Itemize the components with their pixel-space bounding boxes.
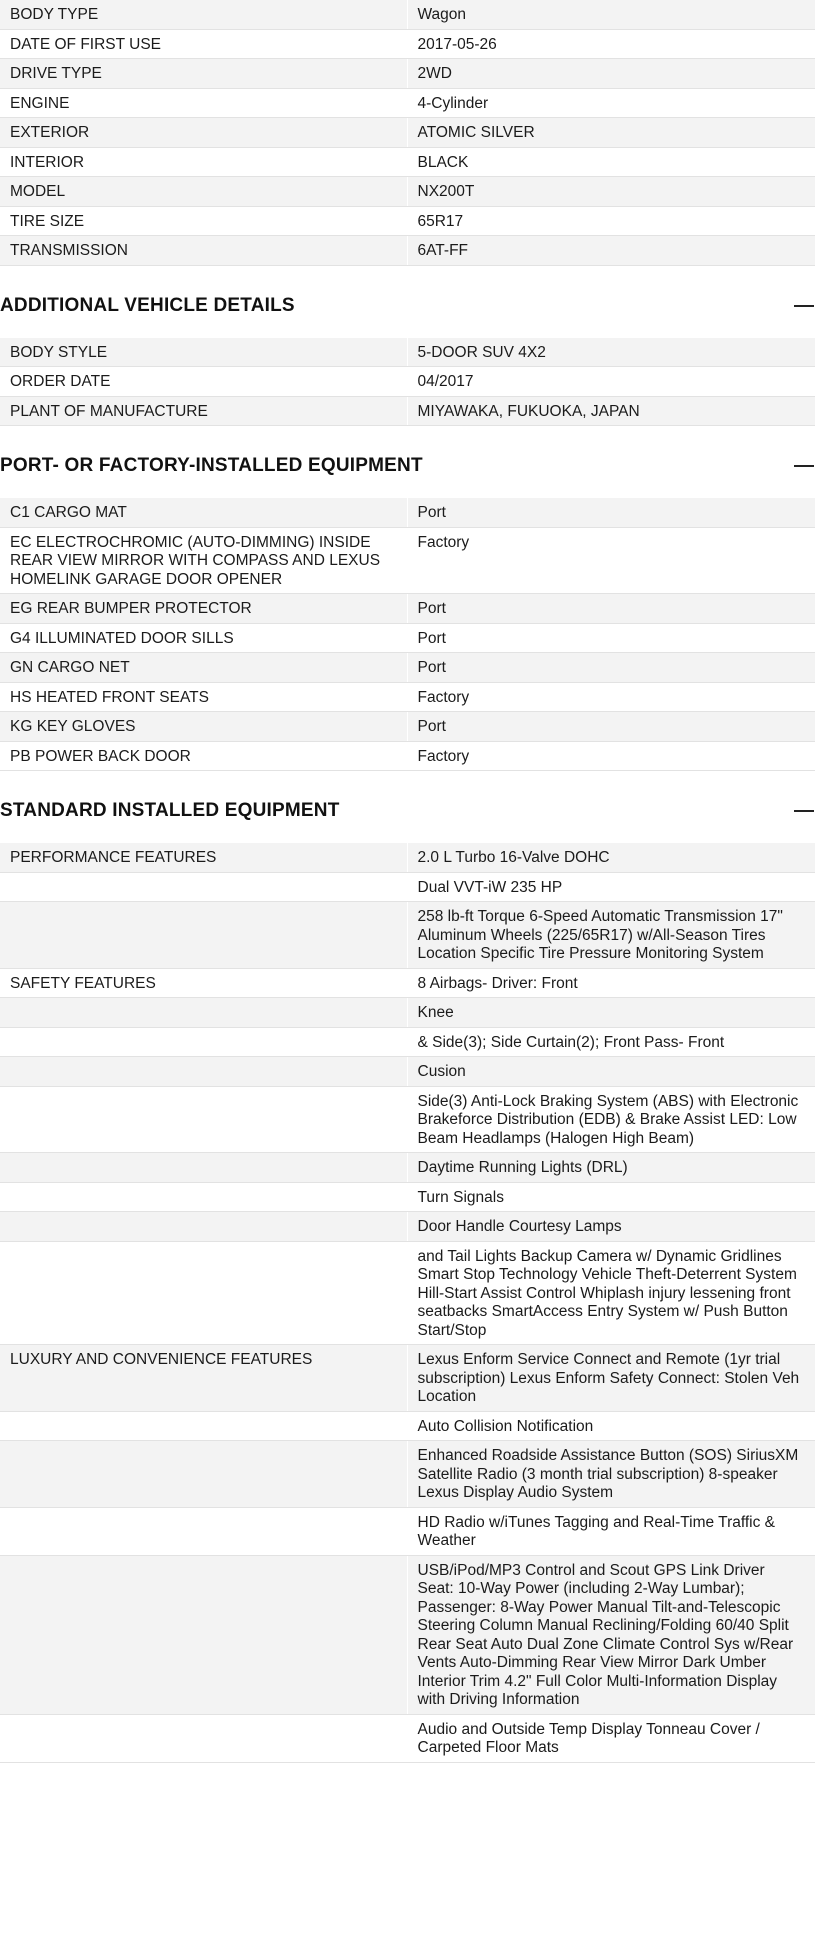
table-row xyxy=(0,968,815,998)
row-value: 2.0 L Turbo 16-Valve DOHC xyxy=(407,843,815,872)
row-label xyxy=(0,902,407,969)
row-value: Audio and Outside Temp Display Tonneau Cover / Carpeted Floor Mats xyxy=(407,1714,815,1762)
row-value: Port xyxy=(407,653,815,683)
row-value: USB/iPod/MP3 Control and Scout GPS Link Driver Seat: 10-Way Power (including 2-Way Lumbar); Passenger: 8-Way Power Manual Tilt-and-Telescopic Steering Column Manual Reclining/Folding 60/40 Split Rear Seat Auto Dual Zone Climate Control Sys w/Rear Vents Auto-Dimming Rear View Mirror Dark Umber Interior Trim 4.2" Full Color Multi-Information Display with Driving Information xyxy=(407,1555,815,1714)
table-row xyxy=(0,1507,815,1555)
table-row xyxy=(0,1555,815,1714)
row-label xyxy=(0,998,407,1028)
row-label xyxy=(0,1441,407,1508)
table-row xyxy=(0,623,815,653)
table-row xyxy=(0,653,815,683)
row-value: Auto Collision Notification xyxy=(407,1411,815,1441)
table-row xyxy=(0,1057,815,1087)
row-value: 65R17 xyxy=(407,206,815,236)
row-label xyxy=(0,1027,407,1057)
table-row xyxy=(0,1441,815,1508)
additional-details-table xyxy=(0,338,815,427)
table-row xyxy=(0,206,815,236)
row-value: Factory xyxy=(407,682,815,712)
row-label: DATE OF FIRST USE xyxy=(0,29,407,59)
row-label xyxy=(0,1555,407,1714)
row-value: Enhanced Roadside Assistance Button (SOS) SiriusXM Satellite Radio (3 month trial subscription) 8-speaker Lexus Display Audio System xyxy=(407,1441,815,1508)
row-label: KG KEY GLOVES xyxy=(0,712,407,742)
row-value: Side(3) Anti-Lock Braking System (ABS) with Electronic Brakeforce Distribution (EDB) & Brake Assist LED: Low Beam Headlamps (Halogen High Beam) xyxy=(407,1086,815,1153)
row-value: Dual VVT-iW 235 HP xyxy=(407,872,815,902)
row-label: GN CARGO NET xyxy=(0,653,407,683)
table-row xyxy=(0,1345,815,1412)
table-row xyxy=(0,1086,815,1153)
table-row xyxy=(0,1241,815,1345)
section-title: PORT- OR FACTORY-INSTALLED EQUIPMENT xyxy=(0,455,423,476)
section-header-additional-details[interactable] xyxy=(0,266,816,338)
row-value: MIYAWAKA, FUKUOKA, JAPAN xyxy=(407,396,815,426)
row-value: NX200T xyxy=(407,177,815,207)
table-row xyxy=(0,147,815,177)
table-row xyxy=(0,88,815,118)
table-row xyxy=(0,118,815,148)
row-value: Port xyxy=(407,623,815,653)
row-value: Daytime Running Lights (DRL) xyxy=(407,1153,815,1183)
table-row xyxy=(0,872,815,902)
row-label: BODY STYLE xyxy=(0,338,407,367)
row-label: LUXURY AND CONVENIENCE FEATURES xyxy=(0,1345,407,1412)
row-value: Wagon xyxy=(407,0,815,29)
row-label: MODEL xyxy=(0,177,407,207)
row-label xyxy=(0,1153,407,1183)
row-label xyxy=(0,1057,407,1087)
section-header-standard-equipment[interactable] xyxy=(0,771,816,843)
row-value: 4-Cylinder xyxy=(407,88,815,118)
row-label xyxy=(0,1241,407,1345)
table-row xyxy=(0,902,815,969)
row-value: 2WD xyxy=(407,59,815,89)
row-label xyxy=(0,1182,407,1212)
row-value: Port xyxy=(407,712,815,742)
table-row xyxy=(0,236,815,266)
row-label: C1 CARGO MAT xyxy=(0,498,407,527)
row-value: Door Handle Courtesy Lamps xyxy=(407,1212,815,1242)
row-label: TRANSMISSION xyxy=(0,236,407,266)
row-label xyxy=(0,1086,407,1153)
table-row xyxy=(0,1027,815,1057)
row-label: SAFETY FEATURES xyxy=(0,968,407,998)
vehicle-specs-table xyxy=(0,0,815,266)
table-row xyxy=(0,998,815,1028)
row-value: HD Radio w/iTunes Tagging and Real-Time Traffic & Weather xyxy=(407,1507,815,1555)
row-label: G4 ILLUMINATED DOOR SILLS xyxy=(0,623,407,653)
row-label: INTERIOR xyxy=(0,147,407,177)
row-value: Turn Signals xyxy=(407,1182,815,1212)
standard-equipment-table xyxy=(0,843,815,1763)
table-row xyxy=(0,843,815,872)
table-row xyxy=(0,177,815,207)
row-value: BLACK xyxy=(407,147,815,177)
minus-icon[interactable] xyxy=(793,295,815,317)
row-label: PLANT OF MANUFACTURE xyxy=(0,396,407,426)
row-label xyxy=(0,1507,407,1555)
row-value: Cusion xyxy=(407,1057,815,1087)
table-row xyxy=(0,396,815,426)
row-value: 8 Airbags- Driver: Front xyxy=(407,968,815,998)
row-value: 258 lb-ft Torque 6-Speed Automatic Transmission 17" Aluminum Wheels (225/65R17) w/All-Season Tires Location Specific Tire Pressure Monitoring System xyxy=(407,902,815,969)
row-label xyxy=(0,1714,407,1762)
row-value: ATOMIC SILVER xyxy=(407,118,815,148)
table-row xyxy=(0,741,815,771)
port-factory-table xyxy=(0,498,815,771)
row-value: Port xyxy=(407,498,815,527)
row-value: and Tail Lights Backup Camera w/ Dynamic Gridlines Smart Stop Technology Vehicle Theft-Deterrent System Hill-Start Assist Control Whiplash injury lessening front seatbacks SmartAccess Entry System w/ Push Button Start/Stop xyxy=(407,1241,815,1345)
row-value: 5-DOOR SUV 4X2 xyxy=(407,338,815,367)
minus-icon[interactable] xyxy=(793,455,815,477)
section-header-port-factory[interactable] xyxy=(0,426,816,498)
row-value: Knee xyxy=(407,998,815,1028)
row-value: Factory xyxy=(407,527,815,594)
table-row xyxy=(0,712,815,742)
section-title: STANDARD INSTALLED EQUIPMENT xyxy=(0,800,340,821)
row-value: Lexus Enform Service Connect and Remote (1yr trial subscription) Lexus Enform Safety Connect: Stolen Veh Location xyxy=(407,1345,815,1412)
row-label: PERFORMANCE FEATURES xyxy=(0,843,407,872)
row-label: ORDER DATE xyxy=(0,367,407,397)
row-value: 6AT-FF xyxy=(407,236,815,266)
row-label xyxy=(0,1411,407,1441)
row-label: TIRE SIZE xyxy=(0,206,407,236)
table-row xyxy=(0,1411,815,1441)
row-value: Port xyxy=(407,594,815,624)
table-row xyxy=(0,527,815,594)
row-label: EXTERIOR xyxy=(0,118,407,148)
row-value: 04/2017 xyxy=(407,367,815,397)
section-title: ADDITIONAL VEHICLE DETAILS xyxy=(0,294,295,316)
table-row xyxy=(0,594,815,624)
minus-icon[interactable] xyxy=(793,800,815,822)
row-label: HS HEATED FRONT SEATS xyxy=(0,682,407,712)
table-row xyxy=(0,1153,815,1183)
table-row xyxy=(0,29,815,59)
row-label: DRIVE TYPE xyxy=(0,59,407,89)
row-label xyxy=(0,1212,407,1242)
row-label: EC ELECTROCHROMIC (AUTO-DIMMING) INSIDE REAR VIEW MIRROR WITH COMPASS AND LEXUS HOMELINK GARAGE DOOR OPENER xyxy=(0,527,407,594)
table-row xyxy=(0,338,815,367)
table-row xyxy=(0,1714,815,1762)
row-label xyxy=(0,872,407,902)
table-row xyxy=(0,59,815,89)
table-row xyxy=(0,367,815,397)
table-row xyxy=(0,682,815,712)
row-label: PB POWER BACK DOOR xyxy=(0,741,407,771)
table-row xyxy=(0,1212,815,1242)
row-label: EG REAR BUMPER PROTECTOR xyxy=(0,594,407,624)
table-row xyxy=(0,1182,815,1212)
row-label: BODY TYPE xyxy=(0,0,407,29)
row-label: ENGINE xyxy=(0,88,407,118)
table-row xyxy=(0,0,815,29)
table-row xyxy=(0,498,815,527)
row-value: 2017-05-26 xyxy=(407,29,815,59)
row-value: & Side(3); Side Curtain(2); Front Pass- Front xyxy=(407,1027,815,1057)
row-value: Factory xyxy=(407,741,815,771)
